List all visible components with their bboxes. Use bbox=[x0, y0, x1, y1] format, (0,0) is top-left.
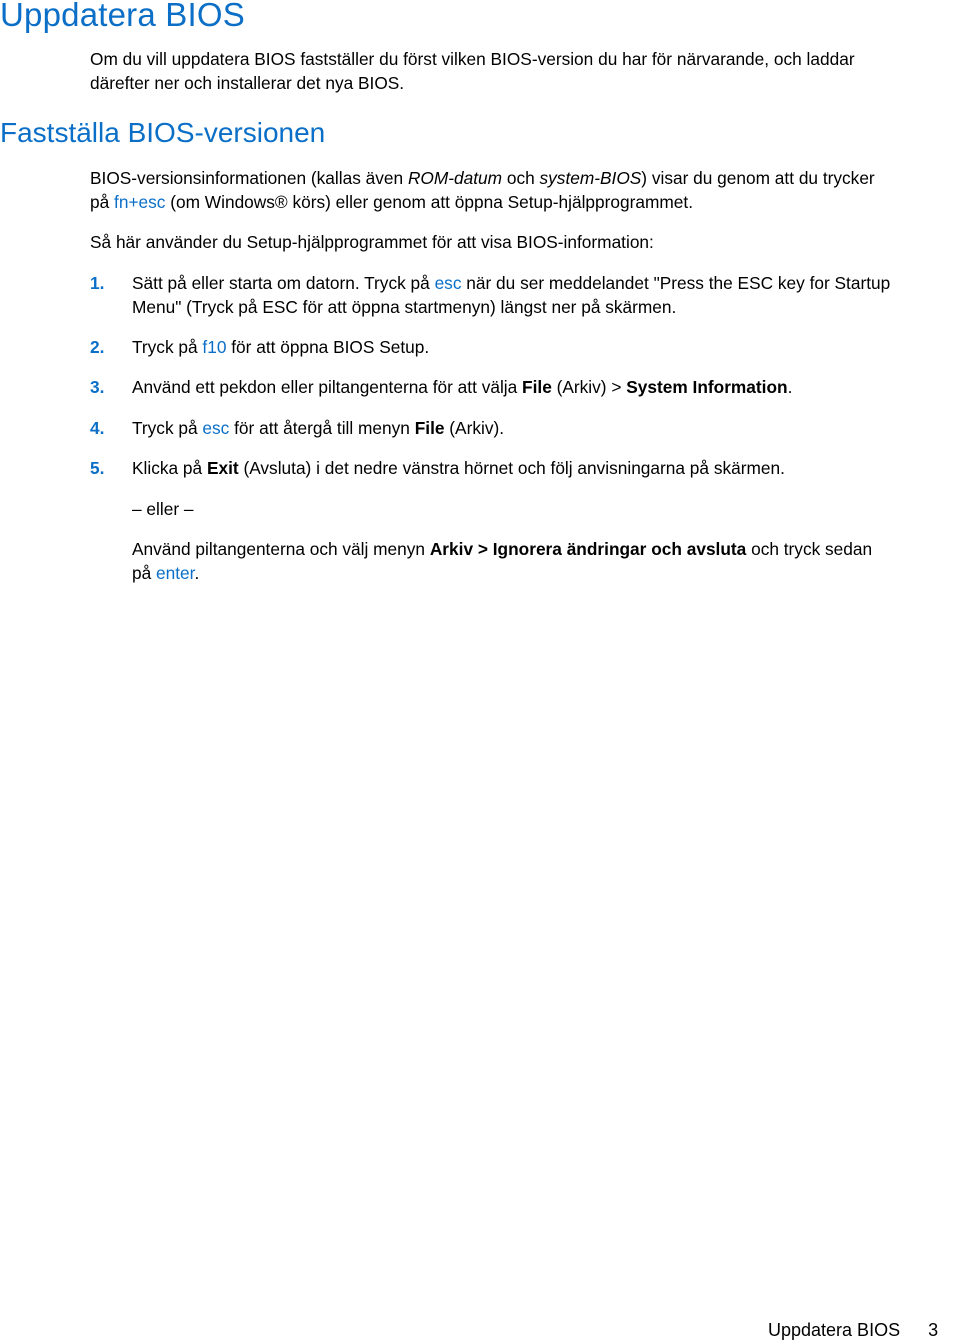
page-footer bbox=[768, 1318, 938, 1342]
step-1-text-a: Sätt på eller starta om datorn. Tryck på bbox=[132, 273, 435, 293]
alt-text-b: och tryck sedan bbox=[746, 539, 873, 559]
menu-file: File bbox=[522, 377, 552, 397]
section-title: Fastställa BIOS-versionen bbox=[0, 117, 326, 148]
system-bios-term: system-BIOS bbox=[539, 168, 642, 188]
menu-exit: Exit bbox=[206, 458, 239, 478]
p1-text-a: BIOS-versionsinformationen (kallas även bbox=[90, 168, 408, 188]
key-fn-esc: fn+esc bbox=[114, 192, 166, 212]
step-5-text-a: Klicka på bbox=[132, 458, 207, 478]
p1-text-e: (om Windows® körs) eller genom att öppna Setup-hjälpprogrammet. bbox=[165, 192, 693, 212]
alternative-paragraph bbox=[132, 537, 960, 585]
step-1-number: 1. bbox=[90, 273, 105, 293]
step-2-number: 2. bbox=[90, 337, 105, 357]
step-4-text-c: (Arkiv). bbox=[444, 418, 505, 438]
p1-text-b: och bbox=[502, 168, 540, 188]
step-2-text bbox=[132, 335, 960, 359]
step-1-text-c: Menu" (Tryck på ESC för att öppna startmenyn) längst ner på skärmen. bbox=[132, 297, 677, 317]
step-3-text-a: Använd ett pekdon eller piltangenterna för att välja bbox=[132, 377, 523, 397]
rom-datum-term: ROM-datum bbox=[407, 168, 503, 188]
alt-text-a: Använd piltangenterna och välj menyn bbox=[132, 539, 430, 559]
step-4-text bbox=[132, 416, 960, 440]
or-separator: – eller – bbox=[132, 499, 194, 519]
step-1-text bbox=[132, 271, 960, 319]
key-esc: esc bbox=[202, 418, 230, 438]
step-2-text-b: för att öppna BIOS Setup. bbox=[226, 337, 430, 357]
alt-text-c: på bbox=[132, 563, 157, 583]
step-4-text-a: Tryck på bbox=[132, 418, 203, 438]
menu-system-information: System Information bbox=[626, 377, 788, 397]
step-3-number: 3. bbox=[90, 377, 105, 397]
menu-file: File bbox=[414, 418, 445, 438]
step-2-text-a: Tryck på bbox=[132, 337, 203, 357]
step-4-text-b: för att återgå till menyn bbox=[229, 418, 415, 438]
key-enter: enter bbox=[156, 563, 195, 583]
step-5-text bbox=[132, 456, 960, 480]
step-5-number: 5. bbox=[90, 458, 105, 478]
alt-text-d: . bbox=[194, 563, 200, 583]
step-3-text bbox=[132, 375, 960, 399]
page-title: Uppdatera BIOS bbox=[0, 0, 245, 33]
footer-label: Uppdatera BIOS bbox=[768, 1320, 901, 1340]
page-number: 3 bbox=[928, 1320, 939, 1340]
intro-line-1: Om du vill uppdatera BIOS fastställer du först vilken BIOS-version du har för närvarande, och laddar bbox=[90, 49, 855, 69]
intro-line-2: därefter ner och installerar det nya BIOS. bbox=[90, 73, 405, 93]
bios-info-paragraph bbox=[90, 166, 960, 214]
menu-arkiv-ignorera: Arkiv > Ignorera ändringar och avsluta bbox=[429, 539, 747, 559]
step-3-text-b: (Arkiv) > bbox=[551, 377, 627, 397]
key-f10: f10 bbox=[202, 337, 227, 357]
step-3-text-c: . bbox=[787, 377, 793, 397]
setup-intro-paragraph: Så här använder du Setup-hjälpprogrammet för att visa BIOS-information: bbox=[90, 232, 654, 252]
p1-text-d: på bbox=[90, 192, 115, 212]
step-5-text-b: (Avsluta) i det nedre vänstra hörnet och följ anvisningarna på skärmen. bbox=[238, 458, 785, 478]
step-4-number: 4. bbox=[90, 418, 105, 438]
step-1-text-b: när du ser meddelandet "Press the ESC key for Startup bbox=[461, 273, 891, 293]
key-esc: esc bbox=[434, 273, 462, 293]
p1-text-c: ) visar du genom att du trycker bbox=[641, 168, 875, 188]
intro-paragraph bbox=[90, 47, 960, 95]
